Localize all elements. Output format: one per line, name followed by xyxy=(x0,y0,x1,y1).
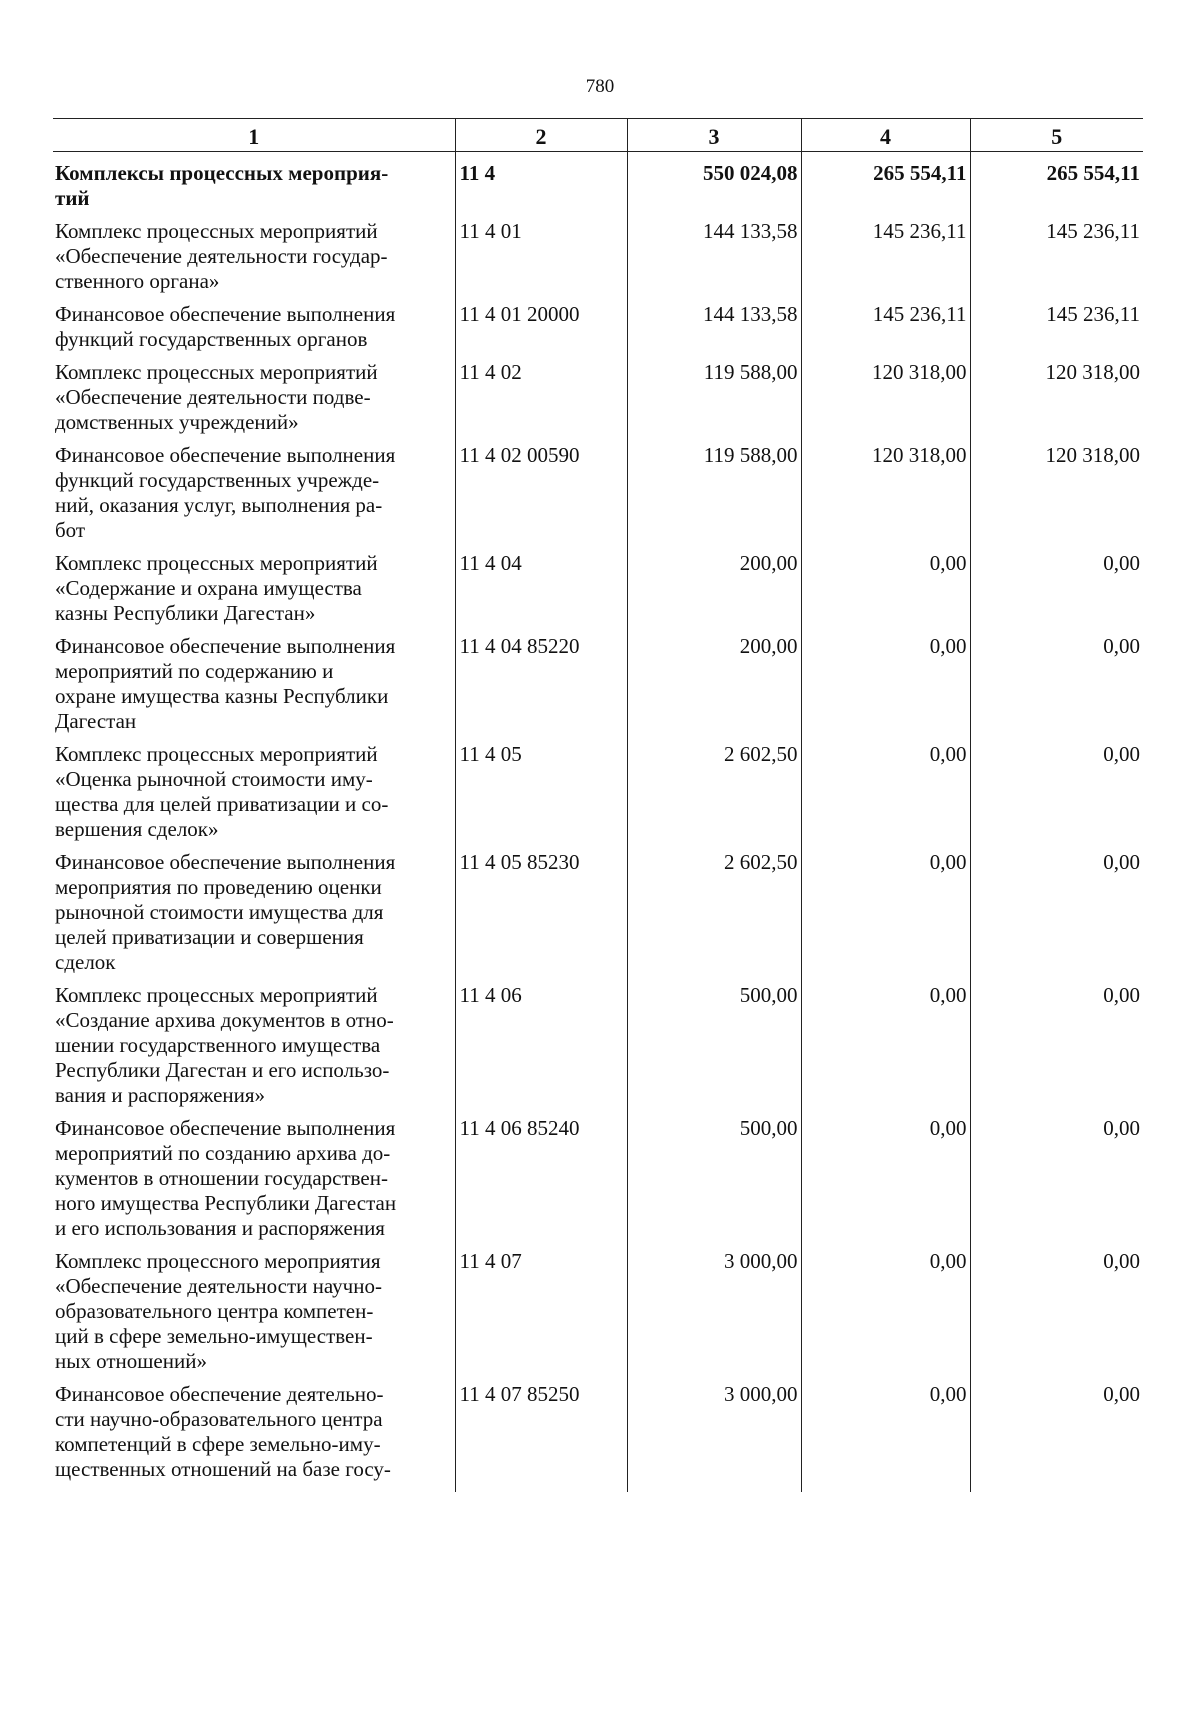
row-name-line: кументов в отношении государствен- xyxy=(55,1166,388,1190)
row-value-col-4: 0,00 xyxy=(801,1374,970,1492)
row-code-cell: 11 4 06 85240 xyxy=(455,1108,627,1241)
table-row xyxy=(53,211,1143,294)
row-name-line: Финансовое обеспечение выполнения xyxy=(55,634,396,658)
row-name-cell xyxy=(53,352,455,435)
row-code-cell: 11 4 06 xyxy=(455,975,627,1108)
row-value-col-3: 2 602,50 xyxy=(627,734,801,842)
row-value-col-3: 200,00 xyxy=(627,543,801,626)
row-name-cell xyxy=(53,1241,455,1374)
table-body xyxy=(53,152,1143,1493)
row-name-line: и его использования и распоряжения xyxy=(55,1216,385,1240)
row-value-col-4: 0,00 xyxy=(801,734,970,842)
row-value-col-4: 0,00 xyxy=(801,1108,970,1241)
table-row xyxy=(53,294,1143,352)
row-name-line: сделок xyxy=(55,950,116,974)
row-value-col-3: 144 133,58 xyxy=(627,294,801,352)
row-name-line: вания и распоряжения» xyxy=(55,1083,266,1107)
table-row xyxy=(53,626,1143,734)
row-name-line: Комплекс процессного мероприятия xyxy=(55,1249,381,1273)
row-value-col-3: 2 602,50 xyxy=(627,842,801,975)
table-row xyxy=(53,1108,1143,1241)
budget-table xyxy=(53,118,1143,1492)
row-value-col-5: 145 236,11 xyxy=(970,211,1143,294)
table-row xyxy=(53,1241,1143,1374)
row-name-line: «Обеспечение деятельности подве- xyxy=(55,385,371,409)
row-name-line: Финансовое обеспечение выполнения xyxy=(55,302,396,326)
row-value-col-5: 265 554,11 xyxy=(970,152,1143,212)
row-code-cell: 11 4 07 85250 xyxy=(455,1374,627,1492)
table-row xyxy=(53,152,1143,212)
table-row xyxy=(53,435,1143,543)
row-value-col-4: 145 236,11 xyxy=(801,211,970,294)
row-name-line: ного имущества Республики Дагестан xyxy=(55,1191,397,1215)
table-header xyxy=(53,119,1143,152)
row-value-col-5: 120 318,00 xyxy=(970,435,1143,543)
row-name-line: функций государственных органов xyxy=(55,327,368,351)
row-value-col-3: 500,00 xyxy=(627,975,801,1108)
table-row xyxy=(53,1374,1143,1492)
row-name-line: Финансовое обеспечение деятельно- xyxy=(55,1382,384,1406)
row-name-line: мероприятия по проведению оценки xyxy=(55,875,382,899)
row-value-col-5: 120 318,00 xyxy=(970,352,1143,435)
row-name-line: сти научно-образовательного центра xyxy=(55,1407,383,1431)
row-code-cell: 11 4 01 20000 xyxy=(455,294,627,352)
row-value-col-3: 550 024,08 xyxy=(627,152,801,212)
row-name-line: целей приватизации и совершения xyxy=(55,925,364,949)
row-name-cell xyxy=(53,435,455,543)
table-row xyxy=(53,543,1143,626)
column-header-4: 4 xyxy=(801,119,970,152)
header-row xyxy=(53,119,1143,152)
row-name-line: Комплекс процессных мероприятий xyxy=(55,551,378,575)
row-value-col-5: 0,00 xyxy=(970,543,1143,626)
table-row xyxy=(53,352,1143,435)
row-value-col-4: 0,00 xyxy=(801,543,970,626)
row-value-col-5: 145 236,11 xyxy=(970,294,1143,352)
table-row xyxy=(53,734,1143,842)
row-name-line: Комплексы процессных мероприя- xyxy=(55,161,389,185)
row-name-cell xyxy=(53,842,455,975)
row-value-col-3: 3 000,00 xyxy=(627,1241,801,1374)
row-name-line: ных отношений» xyxy=(55,1349,207,1373)
row-value-col-3: 200,00 xyxy=(627,626,801,734)
row-name-line: шении государственного имущества xyxy=(55,1033,381,1057)
row-name-line: образовательного центра компетен- xyxy=(55,1299,374,1323)
row-value-col-4: 120 318,00 xyxy=(801,352,970,435)
row-name-line: «Создание архива документов в отно- xyxy=(55,1008,394,1032)
row-name-line: «Обеспечение деятельности государ- xyxy=(55,244,388,268)
row-name-line: рыночной стоимости имущества для xyxy=(55,900,384,924)
row-value-col-4: 145 236,11 xyxy=(801,294,970,352)
row-name-line: Комплекс процессных мероприятий xyxy=(55,219,378,243)
row-name-line: «Оценка рыночной стоимости иму- xyxy=(55,767,373,791)
row-name-line: тий xyxy=(55,186,90,210)
row-name-line: казны Республики Дагестан» xyxy=(55,601,316,625)
row-name-line: домственных учреждений» xyxy=(55,410,299,434)
row-value-col-4: 265 554,11 xyxy=(801,152,970,212)
column-header-1: 1 xyxy=(53,119,455,152)
row-name-cell xyxy=(53,734,455,842)
row-name-line: Финансовое обеспечение выполнения xyxy=(55,850,396,874)
row-name-cell xyxy=(53,543,455,626)
row-name-line: ственного органа» xyxy=(55,269,220,293)
row-value-col-4: 0,00 xyxy=(801,1241,970,1374)
row-value-col-5: 0,00 xyxy=(970,842,1143,975)
row-name-cell xyxy=(53,152,455,212)
row-name-cell xyxy=(53,1108,455,1241)
row-name-line: компетенций в сфере земельно-иму- xyxy=(55,1432,381,1456)
row-value-col-5: 0,00 xyxy=(970,1108,1143,1241)
table-row xyxy=(53,842,1143,975)
row-value-col-5: 0,00 xyxy=(970,1374,1143,1492)
row-name-line: ций в сфере земельно-имуществен- xyxy=(55,1324,373,1348)
row-name-cell xyxy=(53,975,455,1108)
row-code-cell: 11 4 02 00590 xyxy=(455,435,627,543)
row-name-line: «Содержание и охрана имущества xyxy=(55,576,362,600)
row-name-line: мероприятий по созданию архива до- xyxy=(55,1141,391,1165)
column-header-5: 5 xyxy=(970,119,1143,152)
row-name-line: щества для целей приватизации и со- xyxy=(55,792,389,816)
column-header-3: 3 xyxy=(627,119,801,152)
row-value-col-4: 0,00 xyxy=(801,842,970,975)
row-code-cell: 11 4 01 xyxy=(455,211,627,294)
row-name-line: щественных отношений на базе госу- xyxy=(55,1457,391,1481)
row-value-col-3: 144 133,58 xyxy=(627,211,801,294)
row-name-line: мероприятий по содержанию и xyxy=(55,659,334,683)
row-name-line: ний, оказания услуг, выполнения ра- xyxy=(55,493,383,517)
row-code-cell: 11 4 05 85230 xyxy=(455,842,627,975)
row-name-line: бот xyxy=(55,518,86,542)
row-name-cell xyxy=(53,1374,455,1492)
row-code-cell: 11 4 05 xyxy=(455,734,627,842)
row-name-cell xyxy=(53,294,455,352)
row-code-cell: 11 4 04 xyxy=(455,543,627,626)
row-name-line: «Обеспечение деятельности научно- xyxy=(55,1274,382,1298)
row-name-line: охране имущества казны Республики xyxy=(55,684,389,708)
row-value-col-5: 0,00 xyxy=(970,1241,1143,1374)
row-name-line: Финансовое обеспечение выполнения xyxy=(55,443,396,467)
row-value-col-4: 0,00 xyxy=(801,975,970,1108)
row-name-line: Комплекс процессных мероприятий xyxy=(55,742,378,766)
row-name-line: функций государственных учрежде- xyxy=(55,468,380,492)
row-value-col-5: 0,00 xyxy=(970,975,1143,1108)
row-value-col-3: 119 588,00 xyxy=(627,435,801,543)
row-name-line: Республики Дагестан и его использо- xyxy=(55,1058,390,1082)
row-name-line: Комплекс процессных мероприятий xyxy=(55,360,378,384)
column-header-2: 2 xyxy=(455,119,627,152)
row-code-cell: 11 4 02 xyxy=(455,352,627,435)
row-value-col-5: 0,00 xyxy=(970,734,1143,842)
row-name-line: Финансовое обеспечение выполнения xyxy=(55,1116,396,1140)
row-value-col-4: 0,00 xyxy=(801,626,970,734)
row-value-col-3: 3 000,00 xyxy=(627,1374,801,1492)
table-row xyxy=(53,975,1143,1108)
row-code-cell: 11 4 04 85220 xyxy=(455,626,627,734)
budget-table-container xyxy=(53,118,1143,1492)
row-name-line: Дагестан xyxy=(55,709,137,733)
row-value-col-5: 0,00 xyxy=(970,626,1143,734)
row-code-cell: 11 4 xyxy=(455,152,627,212)
row-value-col-4: 120 318,00 xyxy=(801,435,970,543)
row-name-line: Комплекс процессных мероприятий xyxy=(55,983,378,1007)
row-value-col-3: 500,00 xyxy=(627,1108,801,1241)
page-number: 780 xyxy=(585,76,615,97)
row-name-cell xyxy=(53,626,455,734)
row-code-cell: 11 4 07 xyxy=(455,1241,627,1374)
row-name-cell xyxy=(53,211,455,294)
row-name-line: вершения сделок» xyxy=(55,817,219,841)
row-value-col-3: 119 588,00 xyxy=(627,352,801,435)
